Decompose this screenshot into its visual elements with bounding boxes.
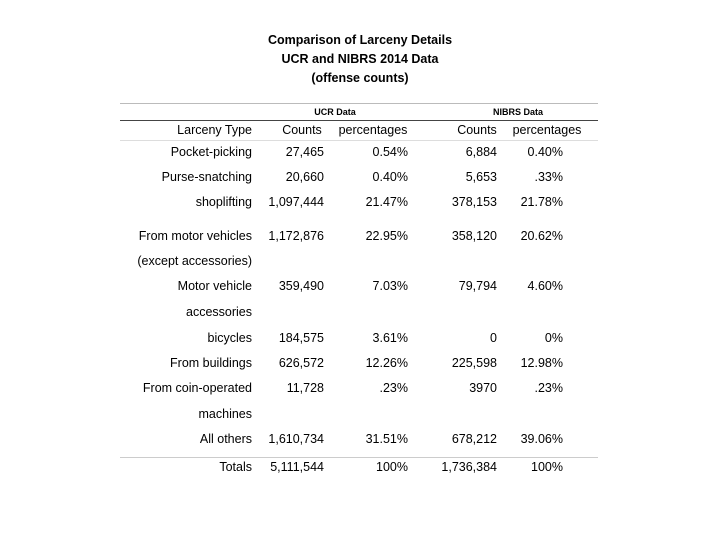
ucr-counts-cell: 20,660 [285, 170, 324, 184]
table-title: Comparison of Larceny Details [267, 33, 453, 47]
nibrs-counts-cell: 0 [490, 331, 497, 345]
ucr-counts-cell: 5,111,544 [270, 460, 324, 474]
ucr-percentage-cell: 100% [376, 460, 408, 474]
ucr-counts-cell: 1,172,876 [268, 229, 324, 243]
nibrs-counts-cell: 79,794 [458, 279, 497, 293]
nibrs-percentage-cell: 39.06% [520, 432, 563, 446]
ucr-counts-cell: 27,465 [285, 145, 324, 159]
larceny-type-cell: All others [199, 432, 252, 446]
nibrs-percentage-cell: .33% [534, 170, 563, 184]
header-larceny-type: Larceny Type [177, 123, 252, 137]
nibrs-percentage-cell: .23% [534, 381, 563, 395]
ucr-percentage-cell: 7.03% [372, 279, 408, 293]
larceny-type-cell: bicycles [207, 331, 252, 345]
ucr-group-label: UCR Data [314, 107, 356, 117]
nibrs-percentage-cell: 12.98% [520, 356, 563, 370]
top-rule [120, 103, 598, 104]
ucr-counts-cell: 626,572 [278, 356, 324, 370]
nibrs-counts-cell: 1,736,384 [441, 460, 497, 474]
ucr-percentage-cell: 21.47% [365, 195, 408, 209]
ucr-percentage-cell: .23% [379, 381, 408, 395]
nibrs-counts-cell: 3970 [469, 381, 497, 395]
ucr-percentage-cell: 12.26% [365, 356, 408, 370]
larceny-type-cell: Purse-snatching [161, 170, 252, 184]
larceny-type-cell: (except accessories) [137, 254, 252, 268]
nibrs-percentage-cell: 0.40% [527, 145, 563, 159]
header-ucr-percentages: percentages [338, 123, 408, 137]
table-subtitle: UCR and NIBRS 2014 Data [281, 52, 439, 66]
header-nibrs-percentages: percentages [512, 123, 582, 137]
ucr-counts-cell: 184,575 [278, 331, 324, 345]
larceny-type-cell: Motor vehicle [177, 279, 252, 293]
ucr-percentage-cell: 3.61% [372, 331, 408, 345]
ucr-percentage-cell: 31.51% [365, 432, 408, 446]
nibrs-percentage-cell: 20.62% [520, 229, 563, 243]
header-bottom-rule [120, 140, 598, 141]
ucr-counts-cell: 1,610,734 [268, 432, 324, 446]
nibrs-counts-cell: 225,598 [451, 356, 497, 370]
nibrs-percentage-cell: 100% [531, 460, 563, 474]
ucr-counts-cell: 1,097,444 [268, 195, 324, 209]
ucr-percentage-cell: 0.54% [372, 145, 408, 159]
larceny-type-cell: From coin-operated [142, 381, 252, 395]
larceny-type-cell: Pocket-picking [170, 145, 252, 159]
header-ucr-counts: Counts [282, 123, 322, 137]
totals-rule [120, 457, 598, 458]
nibrs-percentage-cell: 21.78% [520, 195, 563, 209]
ucr-percentage-cell: 22.95% [365, 229, 408, 243]
ucr-counts-cell: 359,490 [278, 279, 324, 293]
nibrs-counts-cell: 378,153 [451, 195, 497, 209]
nibrs-counts-cell: 358,120 [451, 229, 497, 243]
nibrs-percentage-cell: 4.60% [527, 279, 563, 293]
header-nibrs-counts: Counts [457, 123, 497, 137]
larceny-type-cell: From motor vehicles [138, 229, 252, 243]
larceny-type-cell: From buildings [170, 356, 252, 370]
header-rule [120, 120, 598, 121]
nibrs-percentage-cell: 0% [544, 331, 563, 345]
ucr-percentage-cell: 0.40% [372, 170, 408, 184]
larceny-type-cell: machines [198, 407, 252, 421]
table-unit-note: (offense counts) [311, 71, 409, 85]
larceny-type-cell: accessories [186, 305, 252, 319]
nibrs-group-label: NIBRS Data [492, 107, 543, 117]
ucr-counts-cell: 11,728 [286, 381, 324, 395]
larceny-type-cell: Totals [219, 460, 252, 474]
nibrs-counts-cell: 6,884 [465, 145, 497, 159]
larceny-type-cell: shoplifting [195, 195, 252, 209]
nibrs-counts-cell: 5,653 [465, 170, 497, 184]
nibrs-counts-cell: 678,212 [451, 432, 497, 446]
